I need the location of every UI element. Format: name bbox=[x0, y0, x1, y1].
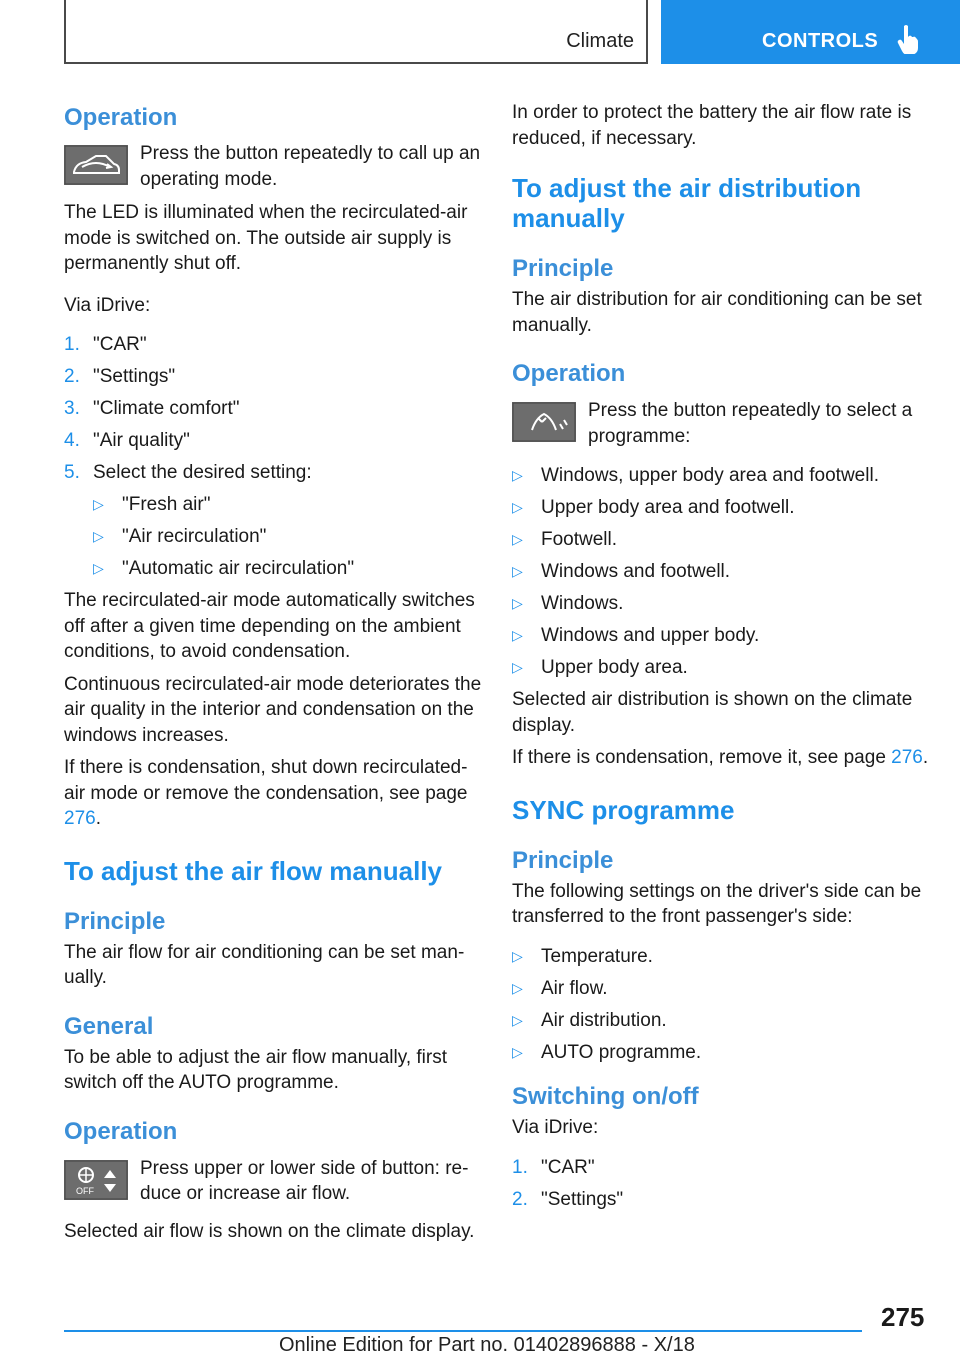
auto-switch-off-paragraph: The recirculated-air mode automatically switches off after a given time depending on the ambient conditions, to avoid condensation. bbox=[64, 590, 475, 662]
airflow-heading: To adjust the air flow manually bbox=[64, 855, 443, 886]
sync-principle-paragraph: The following settings on the driver's side can be transferred to the front passenger's side: bbox=[512, 880, 922, 927]
sync-items-list bbox=[512, 944, 930, 1066]
header-chapter-label: CONTROLS bbox=[762, 30, 879, 52]
list-item: ▷ Windows and upper body. bbox=[512, 623, 930, 649]
page-link[interactable]: 276 bbox=[64, 808, 96, 829]
battery-paragraph: In order to protect the battery the air flow rate is reduced, if necessary. bbox=[512, 102, 912, 149]
list-item: 4. "Air quality" bbox=[64, 430, 190, 451]
operation-heading: Operation bbox=[64, 104, 178, 131]
airflow-principle-paragraph: The air flow for air conditioning can be set manually. bbox=[64, 941, 465, 988]
bullet-triangle-icon: ▷ bbox=[512, 947, 523, 964]
list-item: ▷ "Fresh air" bbox=[93, 492, 482, 518]
bullet-triangle-icon: ▷ bbox=[93, 528, 104, 544]
list-item: ▷ Footwell. bbox=[512, 527, 930, 553]
recirculation-button-icon bbox=[64, 145, 128, 185]
distribution-principle-paragraph: The air distribution for air conditioning can be set manually. bbox=[512, 289, 922, 336]
condensation-paragraph-2: If there is condensation, remove it, see page 276. bbox=[512, 747, 929, 768]
left-column bbox=[64, 100, 482, 1244]
distribution-button-row bbox=[512, 398, 930, 449]
bullet-triangle-icon: ▷ bbox=[512, 659, 523, 675]
footer-divider bbox=[64, 1330, 862, 1332]
principle-heading-3: Principle bbox=[512, 846, 614, 874]
page-link[interactable]: 276 bbox=[891, 747, 923, 768]
distribution-display-paragraph: Selected air distribution is shown on the climate display. bbox=[512, 689, 913, 736]
recirculation-button-row bbox=[64, 141, 482, 192]
operation-heading-2: Operation bbox=[64, 1117, 178, 1145]
bullet-triangle-icon: ▷ bbox=[512, 563, 523, 579]
list-item: 5. Select the desired setting: bbox=[64, 462, 312, 483]
via-idrive-label-2: Via iDrive: bbox=[512, 1117, 599, 1138]
bullet-triangle-icon: ▷ bbox=[93, 496, 104, 512]
bullet-triangle-icon: ▷ bbox=[512, 499, 523, 515]
switching-heading: Switching on/off bbox=[512, 1083, 699, 1110]
list-item: ▷ Temperature. bbox=[512, 944, 930, 970]
edition-text: Online Edition for Part no. 01402896888 - X/18 bbox=[279, 1334, 695, 1356]
list-item: 1. "CAR" bbox=[512, 1156, 595, 1178]
setting-options-list bbox=[64, 492, 482, 582]
sync-steps-list bbox=[512, 1155, 930, 1213]
air-distribution-button-icon bbox=[512, 402, 576, 442]
bullet-triangle-icon: ▷ bbox=[512, 467, 523, 483]
list-item: 2. "Settings" bbox=[64, 366, 176, 387]
distribution-heading: To adjust the air distribution manually bbox=[512, 173, 862, 233]
bullet-triangle-icon: ▷ bbox=[512, 979, 523, 996]
bullet-triangle-icon: ▷ bbox=[512, 595, 523, 611]
header-section-label: Climate bbox=[566, 30, 634, 52]
list-item: ▷ Upper body area. bbox=[512, 655, 930, 681]
principle-heading-2: Principle bbox=[512, 255, 614, 282]
general-paragraph: To be able to adjust the air flow manually, first switch off the AUTO programme. bbox=[64, 1046, 448, 1093]
via-idrive-label: Via iDrive: bbox=[64, 294, 151, 316]
condensation-paragraph: If there is condensation, shut down recirculated-air mode or remove the condensation, see page 276. bbox=[64, 757, 468, 829]
list-item: ▷ Air distribution. bbox=[512, 1008, 930, 1034]
sync-heading: SYNC programme bbox=[512, 794, 735, 825]
fan-button-text: Press upper or lower side of button: reduce or increase air flow. bbox=[140, 1157, 469, 1204]
led-paragraph: The LED is illuminated when the recirculated-air mode is switched on. The outside air supply is permanently shut off. bbox=[64, 202, 468, 274]
recirculation-button-text: Press the button repeatedly to call up an operating mode. bbox=[140, 143, 481, 190]
bullet-triangle-icon: ▷ bbox=[512, 1043, 523, 1060]
operation-heading-3: Operation bbox=[512, 360, 626, 387]
bullet-triangle-icon: ▷ bbox=[512, 531, 523, 547]
principle-heading: Principle bbox=[64, 907, 166, 935]
list-item: ▷ AUTO programme. bbox=[512, 1040, 930, 1066]
general-heading: General bbox=[64, 1012, 154, 1040]
list-item: ▷ "Air recirculation" bbox=[93, 524, 482, 550]
bullet-triangle-icon: ▷ bbox=[93, 560, 104, 576]
list-item: ▷ Upper body area and footwell. bbox=[512, 495, 930, 521]
header-section-tab bbox=[64, 0, 648, 64]
idrive-steps-list bbox=[64, 332, 482, 486]
right-column bbox=[512, 100, 930, 1219]
header-chapter-tab bbox=[661, 0, 960, 64]
list-item: ▷ Windows and footwell. bbox=[512, 559, 930, 585]
bullet-triangle-icon: ▷ bbox=[512, 1011, 523, 1028]
programmes-list bbox=[512, 463, 930, 681]
hand-pointer-icon bbox=[897, 24, 919, 54]
fan-button-row bbox=[64, 1156, 482, 1207]
list-item: ▷ "Automatic air recirculation" bbox=[93, 556, 482, 582]
list-item: 2. "Settings" bbox=[512, 1188, 624, 1210]
distribution-button-text: Press the button repeatedly to select a programme: bbox=[588, 400, 913, 447]
list-item: ▷ Windows, upper body area and footwell. bbox=[512, 463, 930, 489]
page-number: 275 bbox=[881, 1302, 925, 1332]
airflow-display-paragraph: Selected air flow is shown on the climate display. bbox=[64, 1220, 475, 1242]
list-item: ▷ Windows. bbox=[512, 591, 930, 617]
fan-button-icon bbox=[64, 1160, 128, 1200]
svg-text:OFF: OFF bbox=[76, 1185, 94, 1196]
list-item: 3. "Climate comfort" bbox=[64, 398, 240, 419]
bullet-triangle-icon: ▷ bbox=[512, 627, 523, 643]
list-item: 1. "CAR" bbox=[64, 334, 147, 355]
list-item: ▷ Air flow. bbox=[512, 976, 930, 1002]
continuous-mode-paragraph: Continuous recirculated-air mode deteriorates the air quality in the interior and condensation on the windows increases. bbox=[64, 673, 482, 746]
